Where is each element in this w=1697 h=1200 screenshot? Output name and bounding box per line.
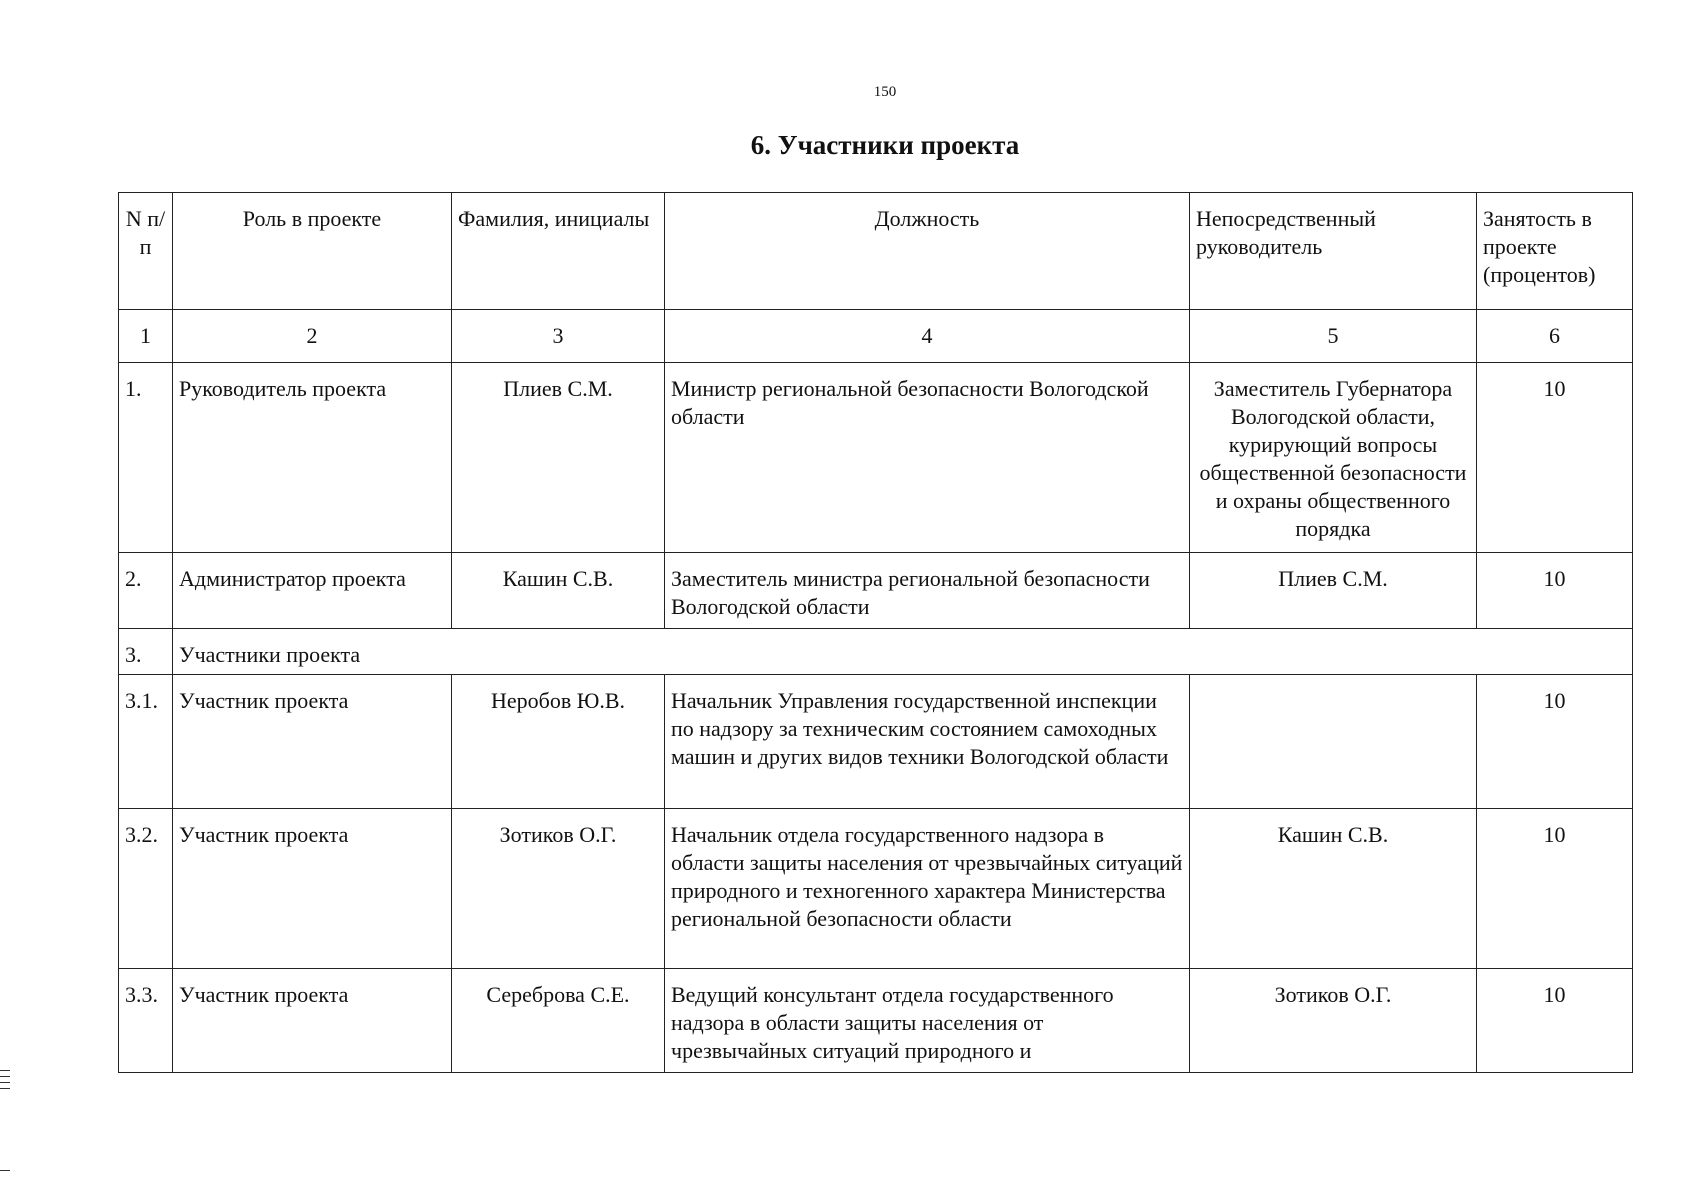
row-position: Ведущий консультант отдела государственного надзора в области защиты населения от чрезвычайных ситуаций природного и [665,969,1190,1073]
row-name: Зотиков О.Г. [452,809,665,969]
page-title: 6. Участники проекта [750,130,1020,160]
column-number-row [119,310,1633,363]
row-position: Заместитель министра региональной безопасности Вологодской области [665,553,1190,629]
header-name: Фамилия, инициалы [452,193,665,310]
row-supervisor: Заместитель Губернатора Вологодской области, курирующий вопросы общественной безопасности и охраны общественного порядка [1190,363,1477,553]
section-title: Участники проекта [173,629,1633,675]
row-number: 1. [119,363,173,553]
column-number: 2 [173,310,452,363]
row-supervisor: Плиев С.М. [1190,553,1477,629]
margin-tick [0,1070,10,1071]
row-number: 2. [119,553,173,629]
row-name: Плиев С.М. [452,363,665,553]
header-role: Роль в проекте [173,193,452,310]
row-role: Участник проекта [173,969,452,1073]
header-num: N п/п [119,193,173,310]
row-role: Участник проекта [173,675,452,809]
table-row [119,553,1633,629]
row-employment: 10 [1477,809,1633,969]
header-position: Должность [665,193,1190,310]
margin-tick [0,1170,10,1171]
row-supervisor [1190,675,1477,809]
table-row [119,675,1633,809]
table-row [119,969,1633,1073]
table-row [119,363,1633,553]
header-employment: Занятость в проекте (процентов) [1477,193,1633,310]
margin-tick [0,1076,10,1077]
row-supervisor: Зотиков О.Г. [1190,969,1477,1073]
row-position: Начальник Управления государственной инспекции по надзору за техническим состоянием самоходных машин и других видов техники Вологодской области [665,675,1190,809]
column-number: 4 [665,310,1190,363]
row-position: Министр региональной безопасности Вологодской области [665,363,1190,553]
header-supervisor: Непосредственный руководитель [1190,193,1477,310]
row-number: 3. [119,629,173,675]
row-number: 3.2. [119,809,173,969]
row-employment: 10 [1477,675,1633,809]
row-employment: 10 [1477,969,1633,1073]
section-row [119,629,1633,675]
participants-table [118,192,1633,1073]
row-employment: 10 [1477,363,1633,553]
table-header-row [119,193,1633,310]
column-number: 3 [452,310,665,363]
row-position: Начальник отдела государственного надзора в области защиты населения от чрезвычайных ситуаций природного и техногенного характера Министерства региональной безопасности области [665,809,1190,969]
row-employment: 10 [1477,553,1633,629]
row-number: 3.1. [119,675,173,809]
column-number: 5 [1190,310,1477,363]
page-number: 150 [873,84,897,100]
row-name: Кашин С.В. [452,553,665,629]
row-supervisor: Кашин С.В. [1190,809,1477,969]
table-row [119,809,1633,969]
row-name: Неробов Ю.В. [452,675,665,809]
row-number: 3.3. [119,969,173,1073]
column-number: 1 [119,310,173,363]
row-name: Сереброва С.Е. [452,969,665,1073]
margin-tick [0,1082,10,1083]
margin-tick [0,1088,10,1089]
row-role: Администратор проекта [173,553,452,629]
row-role: Участник проекта [173,809,452,969]
row-role: Руководитель проекта [173,363,452,553]
column-number: 6 [1477,310,1633,363]
